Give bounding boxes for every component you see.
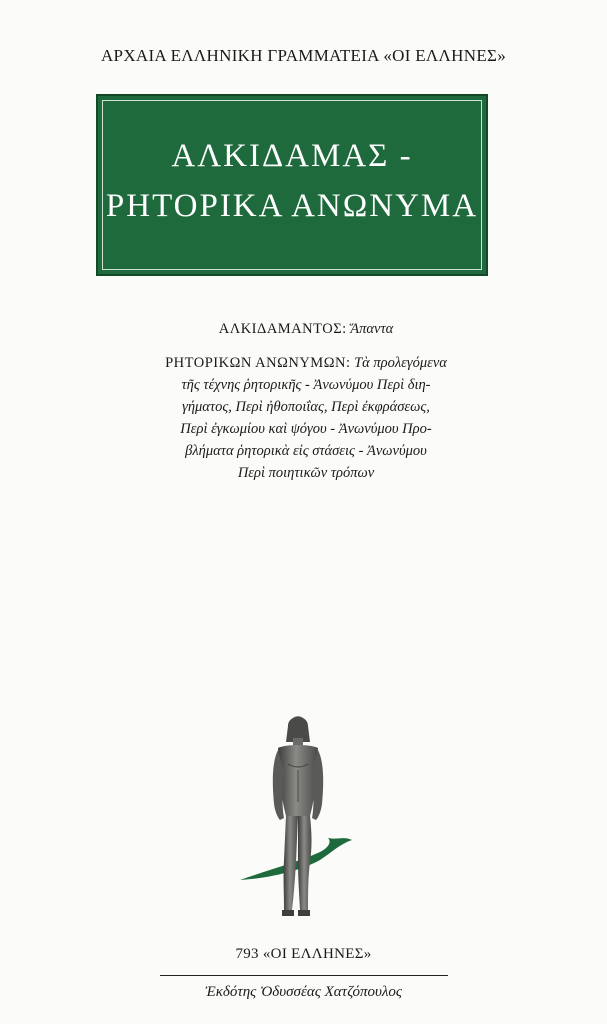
contents-block	[120, 318, 492, 484]
title-box-frame	[102, 100, 482, 270]
rhetoric-text: Τὰ προλεγόμενα	[354, 355, 447, 371]
kouros-statue-icon	[228, 712, 378, 928]
cover-title-box	[96, 94, 488, 276]
kouros-emblem	[228, 712, 378, 928]
rhetoric-line: γήματος, Περὶ ἠθοποιΐας, Περὶ ἐκφράσεως,	[182, 399, 430, 415]
rhetoric-line: τῆς τέχνης ῥητορικῆς - Ἀνωνύμου Περὶ διη-	[181, 377, 431, 393]
rhetoric-label: ΡΗΤΟΡΙΚΩΝ ΑΝΩΝΥΜΩΝ:	[165, 355, 351, 371]
rhetoric-line	[120, 352, 492, 374]
author-works: Ἅπαντα	[350, 321, 394, 337]
cover-title-line-2: ΡΗΤΟΡΙΚΑ ΑΝΩΝΥΜΑ	[105, 188, 479, 224]
rhetoric-line: βλήματα ῥητορικὰ εἰς στάσεις - Ἀνωνύμου	[185, 443, 427, 459]
divider-rule	[160, 975, 448, 976]
series-volume-number: 793 «ΟΙ ΕΛΛΗΝΕΣ»	[235, 946, 372, 962]
cover-title-line-1: ΑΛΚΙΔΑΜΑΣ -	[171, 138, 413, 174]
author-label: ΑΛΚΙΔΑΜΑΝΤΟΣ:	[218, 321, 347, 337]
rhetoric-line: Περὶ ποιητικῶν τρόπων	[237, 465, 375, 481]
publisher-line: Ἐκδότης Ὀδυσσέας Χατζόπουλος	[205, 984, 402, 1000]
author-line	[120, 318, 492, 340]
rhetoric-line: Περὶ ἐγκωμίου καὶ ψόγου - Ἀνωνύμου Προ-	[180, 421, 432, 437]
series-title: ΑΡΧΑΙΑ ΕΛΛΗΝΙΚΗ ΓΡΑΜΜΑΤΕΙΑ «ΟΙ ΕΛΛΗΝΕΣ»	[100, 46, 507, 65]
rhetoric-works	[120, 352, 492, 484]
